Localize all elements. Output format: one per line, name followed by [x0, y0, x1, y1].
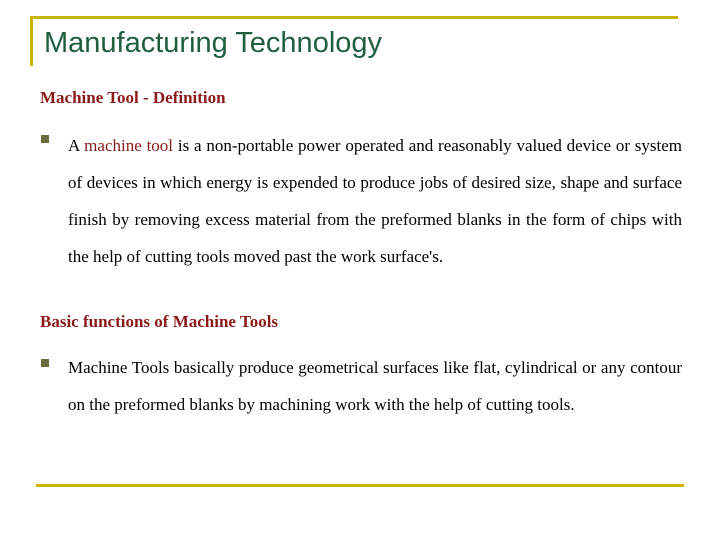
- bullet-square-icon: [41, 135, 49, 143]
- definition-body-text: is a non-portable power operated and reasonably valued device or system of devices in which energy is expended to produce jobs of desired size, shape and surface finish by removing excess material from the preformed blanks in the form of chips with the help of cutting tools moved past the work surface's.: [68, 136, 683, 266]
- slide-title: Manufacturing Technology: [44, 27, 383, 59]
- definition-lead-word: A: [68, 136, 80, 155]
- top-accent-rule: [30, 16, 678, 19]
- functions-paragraph: Machine Tools basically produce geometrical surfaces like flat, cylindrical or any contour on the preformed blanks by machining work with the help of cutting tools.: [68, 358, 682, 414]
- bottom-accent-rule: [36, 484, 684, 487]
- definition-paragraph: [68, 127, 682, 275]
- bullet-square-icon: [41, 359, 49, 367]
- definition-highlight-term: machine tool: [84, 136, 174, 155]
- section-heading-definition: Machine Tool - Definition: [40, 88, 226, 107]
- left-accent-rule: [30, 16, 33, 66]
- section-heading-functions: Basic functions of Machine Tools: [40, 312, 279, 331]
